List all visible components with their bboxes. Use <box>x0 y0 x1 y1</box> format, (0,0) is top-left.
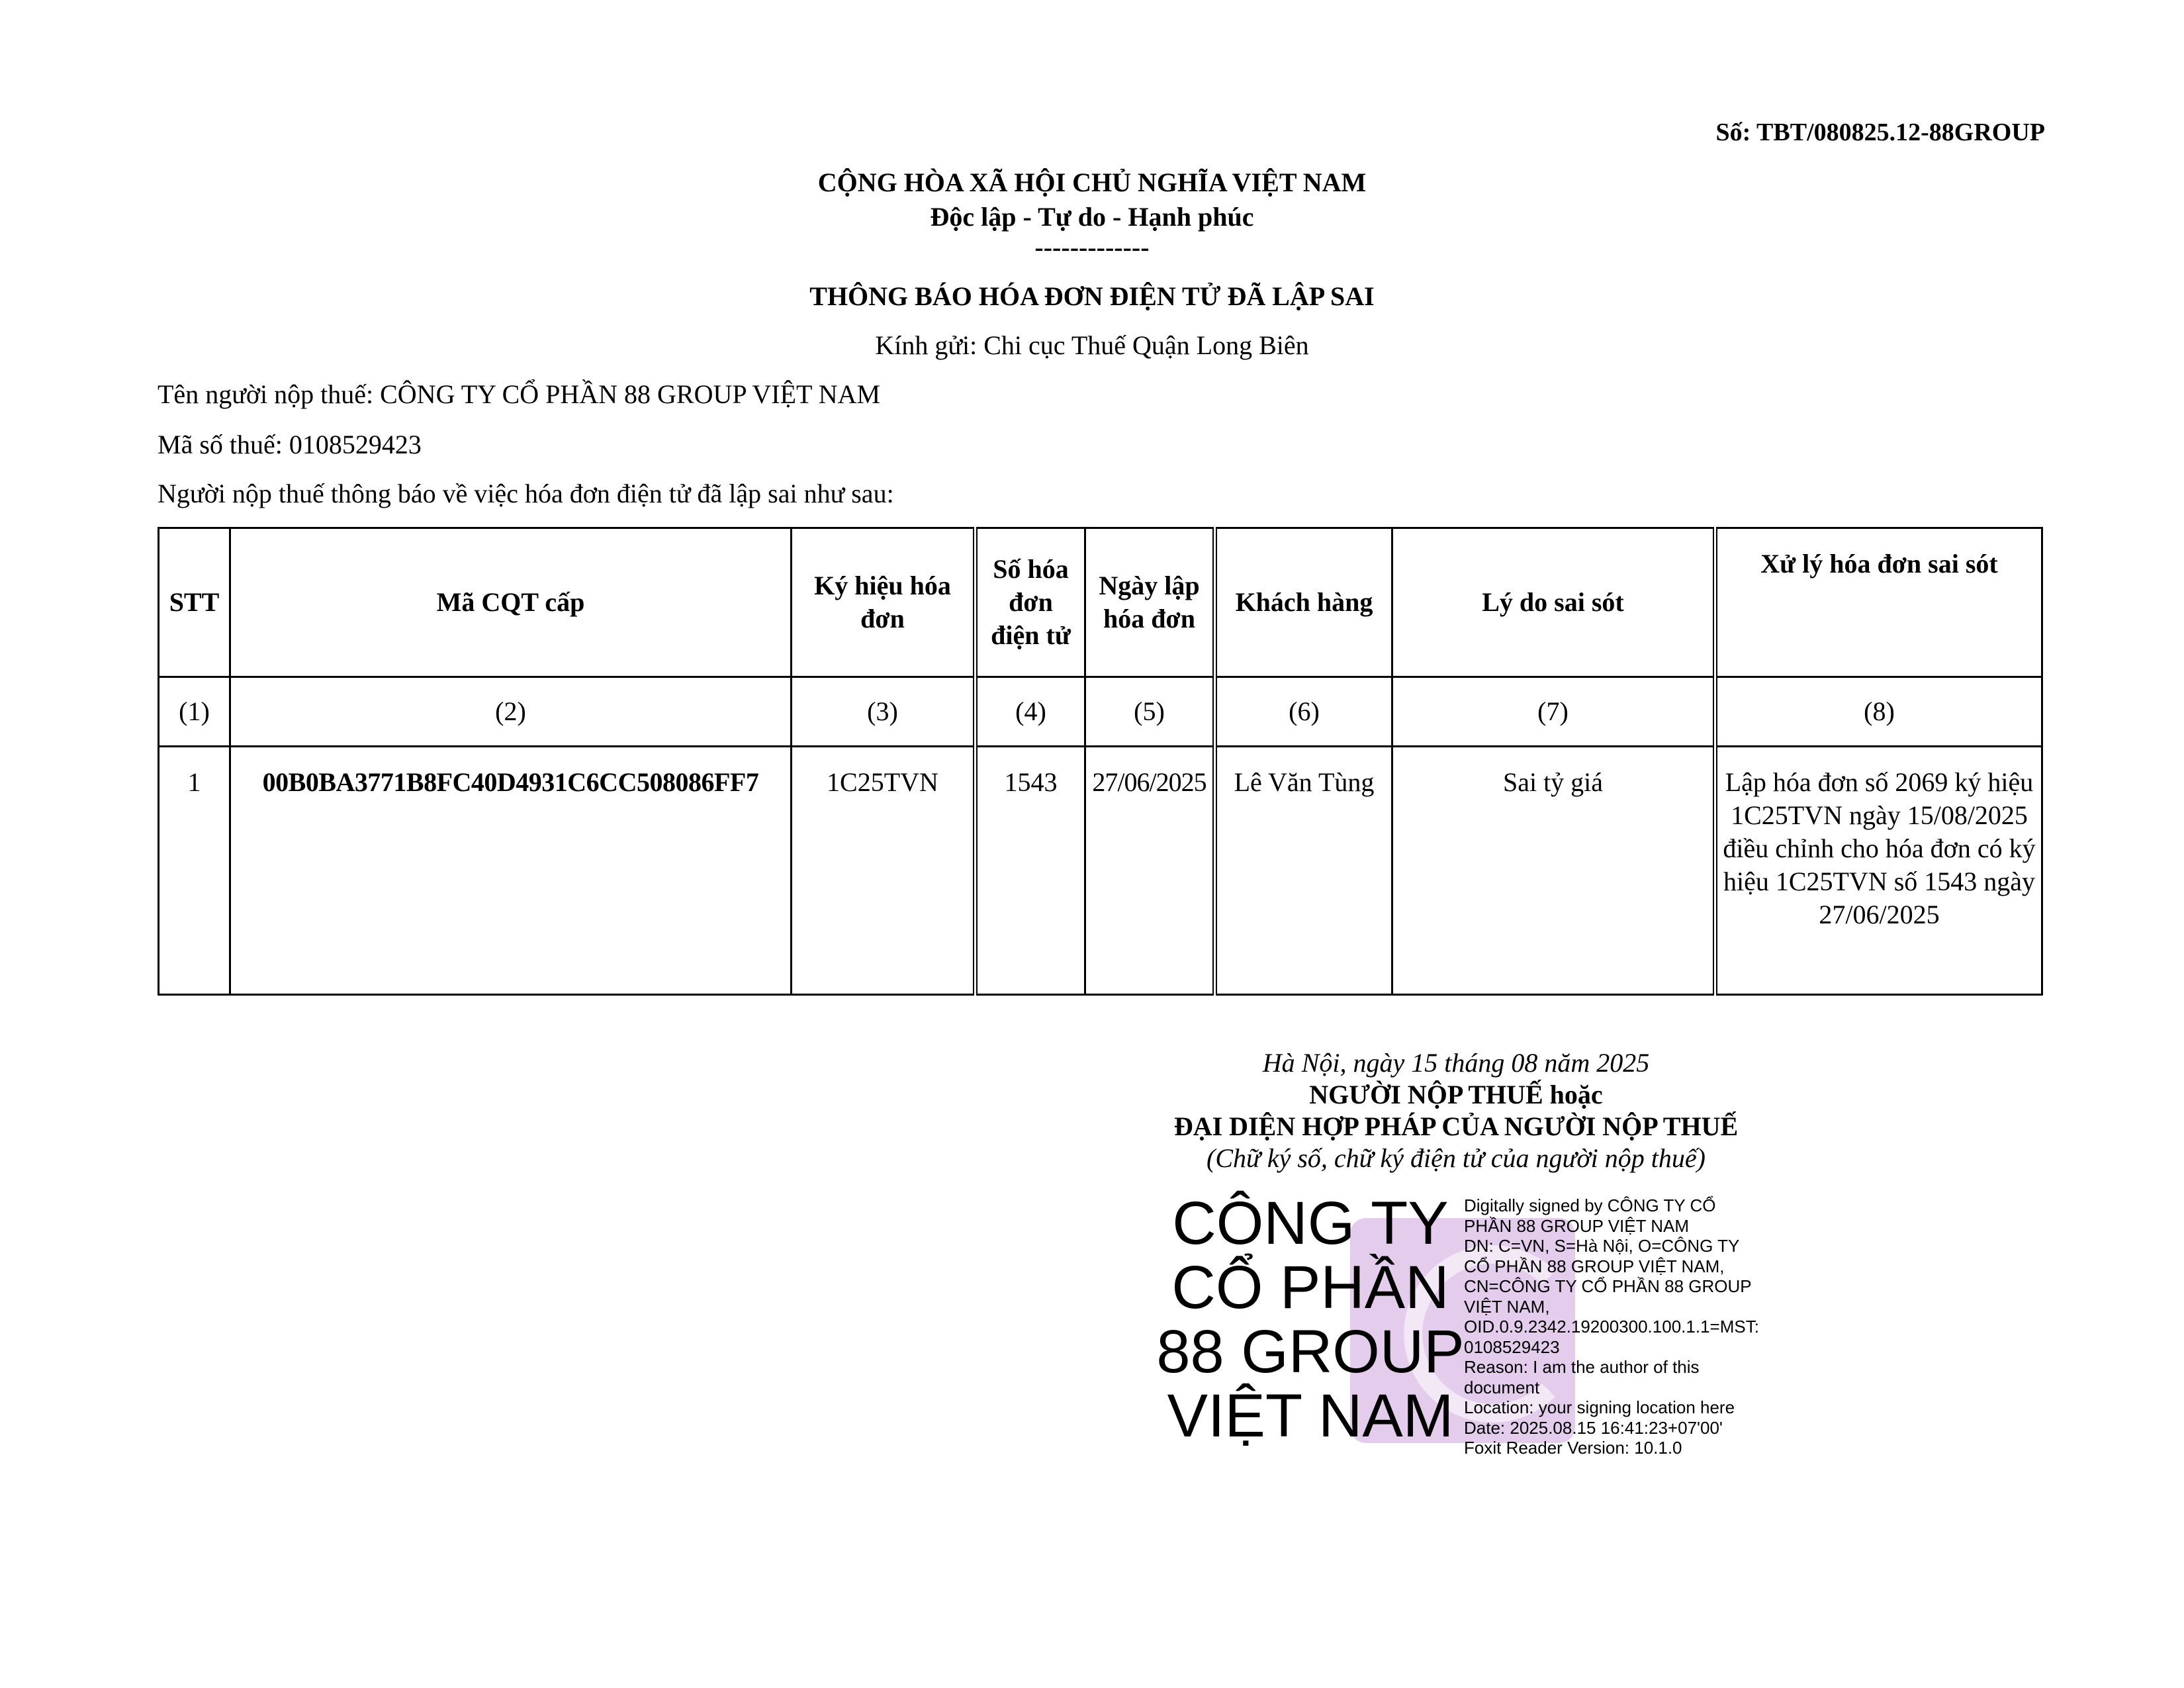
column-number: (5) <box>1085 677 1215 747</box>
signature-detail-line: document <box>1464 1377 1540 1397</box>
cell-invoice-number: 1543 <box>976 747 1085 995</box>
signature-detail-line: OID.0.9.2342.19200300.100.1.1=MST: <box>1464 1317 1759 1336</box>
header-customer: Khách hàng <box>1215 528 1392 677</box>
digital-signature-details <box>1464 1196 1835 1458</box>
column-number: (2) <box>230 677 792 747</box>
signature-detail-line: VIỆT NAM, <box>1464 1296 1550 1317</box>
column-number: (7) <box>1392 677 1715 747</box>
header-handling: Xử lý hóa đơn sai sót <box>1715 528 2042 677</box>
table-row <box>159 747 2042 995</box>
tax-code: Mã số thuế: 0108529423 <box>158 430 422 459</box>
header-reason: Lý do sai sót <box>1392 528 1715 677</box>
signature-role-line2: ĐẠI DIỆN HỢP PHÁP CỦA NGƯỜI NỘP THUẾ <box>1173 1111 1739 1141</box>
signature-note: (Chữ ký số, chữ ký điện tử của người nộp thuế) <box>1206 1143 1706 1173</box>
signature-detail-line: CN=CÔNG TY CỔ PHẦN 88 GROUP <box>1464 1276 1752 1296</box>
notice-title: THÔNG BÁO HÓA ĐƠN ĐIỆN TỬ ĐÃ LẬP SAI <box>809 281 1375 311</box>
cell-invoice-symbol: 1C25TVN <box>792 747 976 995</box>
taxpayer-name: Tên người nộp thuế: CÔNG TY CỔ PHẦN 88 GROUP VIỆT NAM <box>158 379 881 409</box>
header-separator: ------------- <box>1034 232 1150 262</box>
cell-invoice-date: 27/06/2025 <box>1085 747 1215 995</box>
header-cqt-code: Mã CQT cấp <box>230 528 792 677</box>
signature-place-date: Hà Nội, ngày 15 tháng 08 năm 2025 <box>1262 1048 1650 1078</box>
recipient-line: Kính gửi: Chi cục Thuế Quận Long Biên <box>875 330 1309 360</box>
header-invoice-date: Ngày lập hóa đơn <box>1085 528 1215 677</box>
signature-detail-line: Date: 2025.08.15 16:41:23+07'00' <box>1464 1417 1723 1438</box>
signature-detail-line: Location: your signing location here <box>1464 1397 1735 1417</box>
cell-cqt-code: 00B0BA3771B8FC40D4931C6CC508086FF7 <box>230 747 792 995</box>
cell-stt: 1 <box>159 747 230 995</box>
column-number: (1) <box>159 677 230 747</box>
signature-detail-line: Reason: I am the author of this <box>1464 1357 1700 1377</box>
document-number: Số: TBT/080825.12-88GROUP <box>1715 118 2045 146</box>
signature-detail-line: DN: C=VN, S=Hà Nội, O=CÔNG TY <box>1464 1236 1740 1256</box>
header-stt: STT <box>159 528 230 677</box>
column-number: (3) <box>792 677 976 747</box>
signature-detail-line: Digitally signed by CÔNG TY CỔ <box>1464 1196 1716 1215</box>
cell-handling: Lập hóa đơn số 2069 ký hiệu 1C25TVN ngày 15/08/2025 điều chỉnh cho hóa đơn có ký hiệu 1C25TVN số 1543 ngày 27/06/2025 <box>1715 747 2042 995</box>
signer-name: CÔNG TY CỔ PHẦN 88 GROUP VIỆT NAM <box>1156 1190 1465 1450</box>
signature-detail-line: CỔ PHẦN 88 GROUP VIỆT NAM, <box>1464 1256 1725 1276</box>
table-column-number-row <box>159 677 2042 747</box>
cell-customer: Lê Văn Tùng <box>1215 747 1392 995</box>
header-invoice-symbol: Ký hiệu hóa đơn <box>792 528 976 677</box>
invoice-error-table <box>158 527 2043 996</box>
column-number: (4) <box>976 677 1085 747</box>
table-header-row <box>159 528 2042 677</box>
cell-reason: Sai tỷ giá <box>1392 747 1715 995</box>
signature-detail-line: PHẦN 88 GROUP VIỆT NAM <box>1464 1215 1690 1236</box>
signature-role-line1: NGƯỜI NỘP THUẾ hoặc <box>1309 1080 1603 1109</box>
national-title: CỘNG HÒA XÃ HỘI CHỦ NGHĨA VIỆT NAM <box>817 167 1367 197</box>
column-number: (8) <box>1715 677 2042 747</box>
header-invoice-number: Số hóa đơn điện tử <box>976 528 1085 677</box>
signature-detail-line: Foxit Reader Version: 10.1.0 <box>1464 1438 1682 1458</box>
intro-text: Người nộp thuế thông báo về việc hóa đơn điện tử đã lập sai như sau: <box>158 479 894 508</box>
national-motto: Độc lập - Tự do - Hạnh phúc <box>930 202 1254 232</box>
signature-detail-line: 0108529423 <box>1464 1336 1560 1357</box>
column-number: (6) <box>1215 677 1392 747</box>
